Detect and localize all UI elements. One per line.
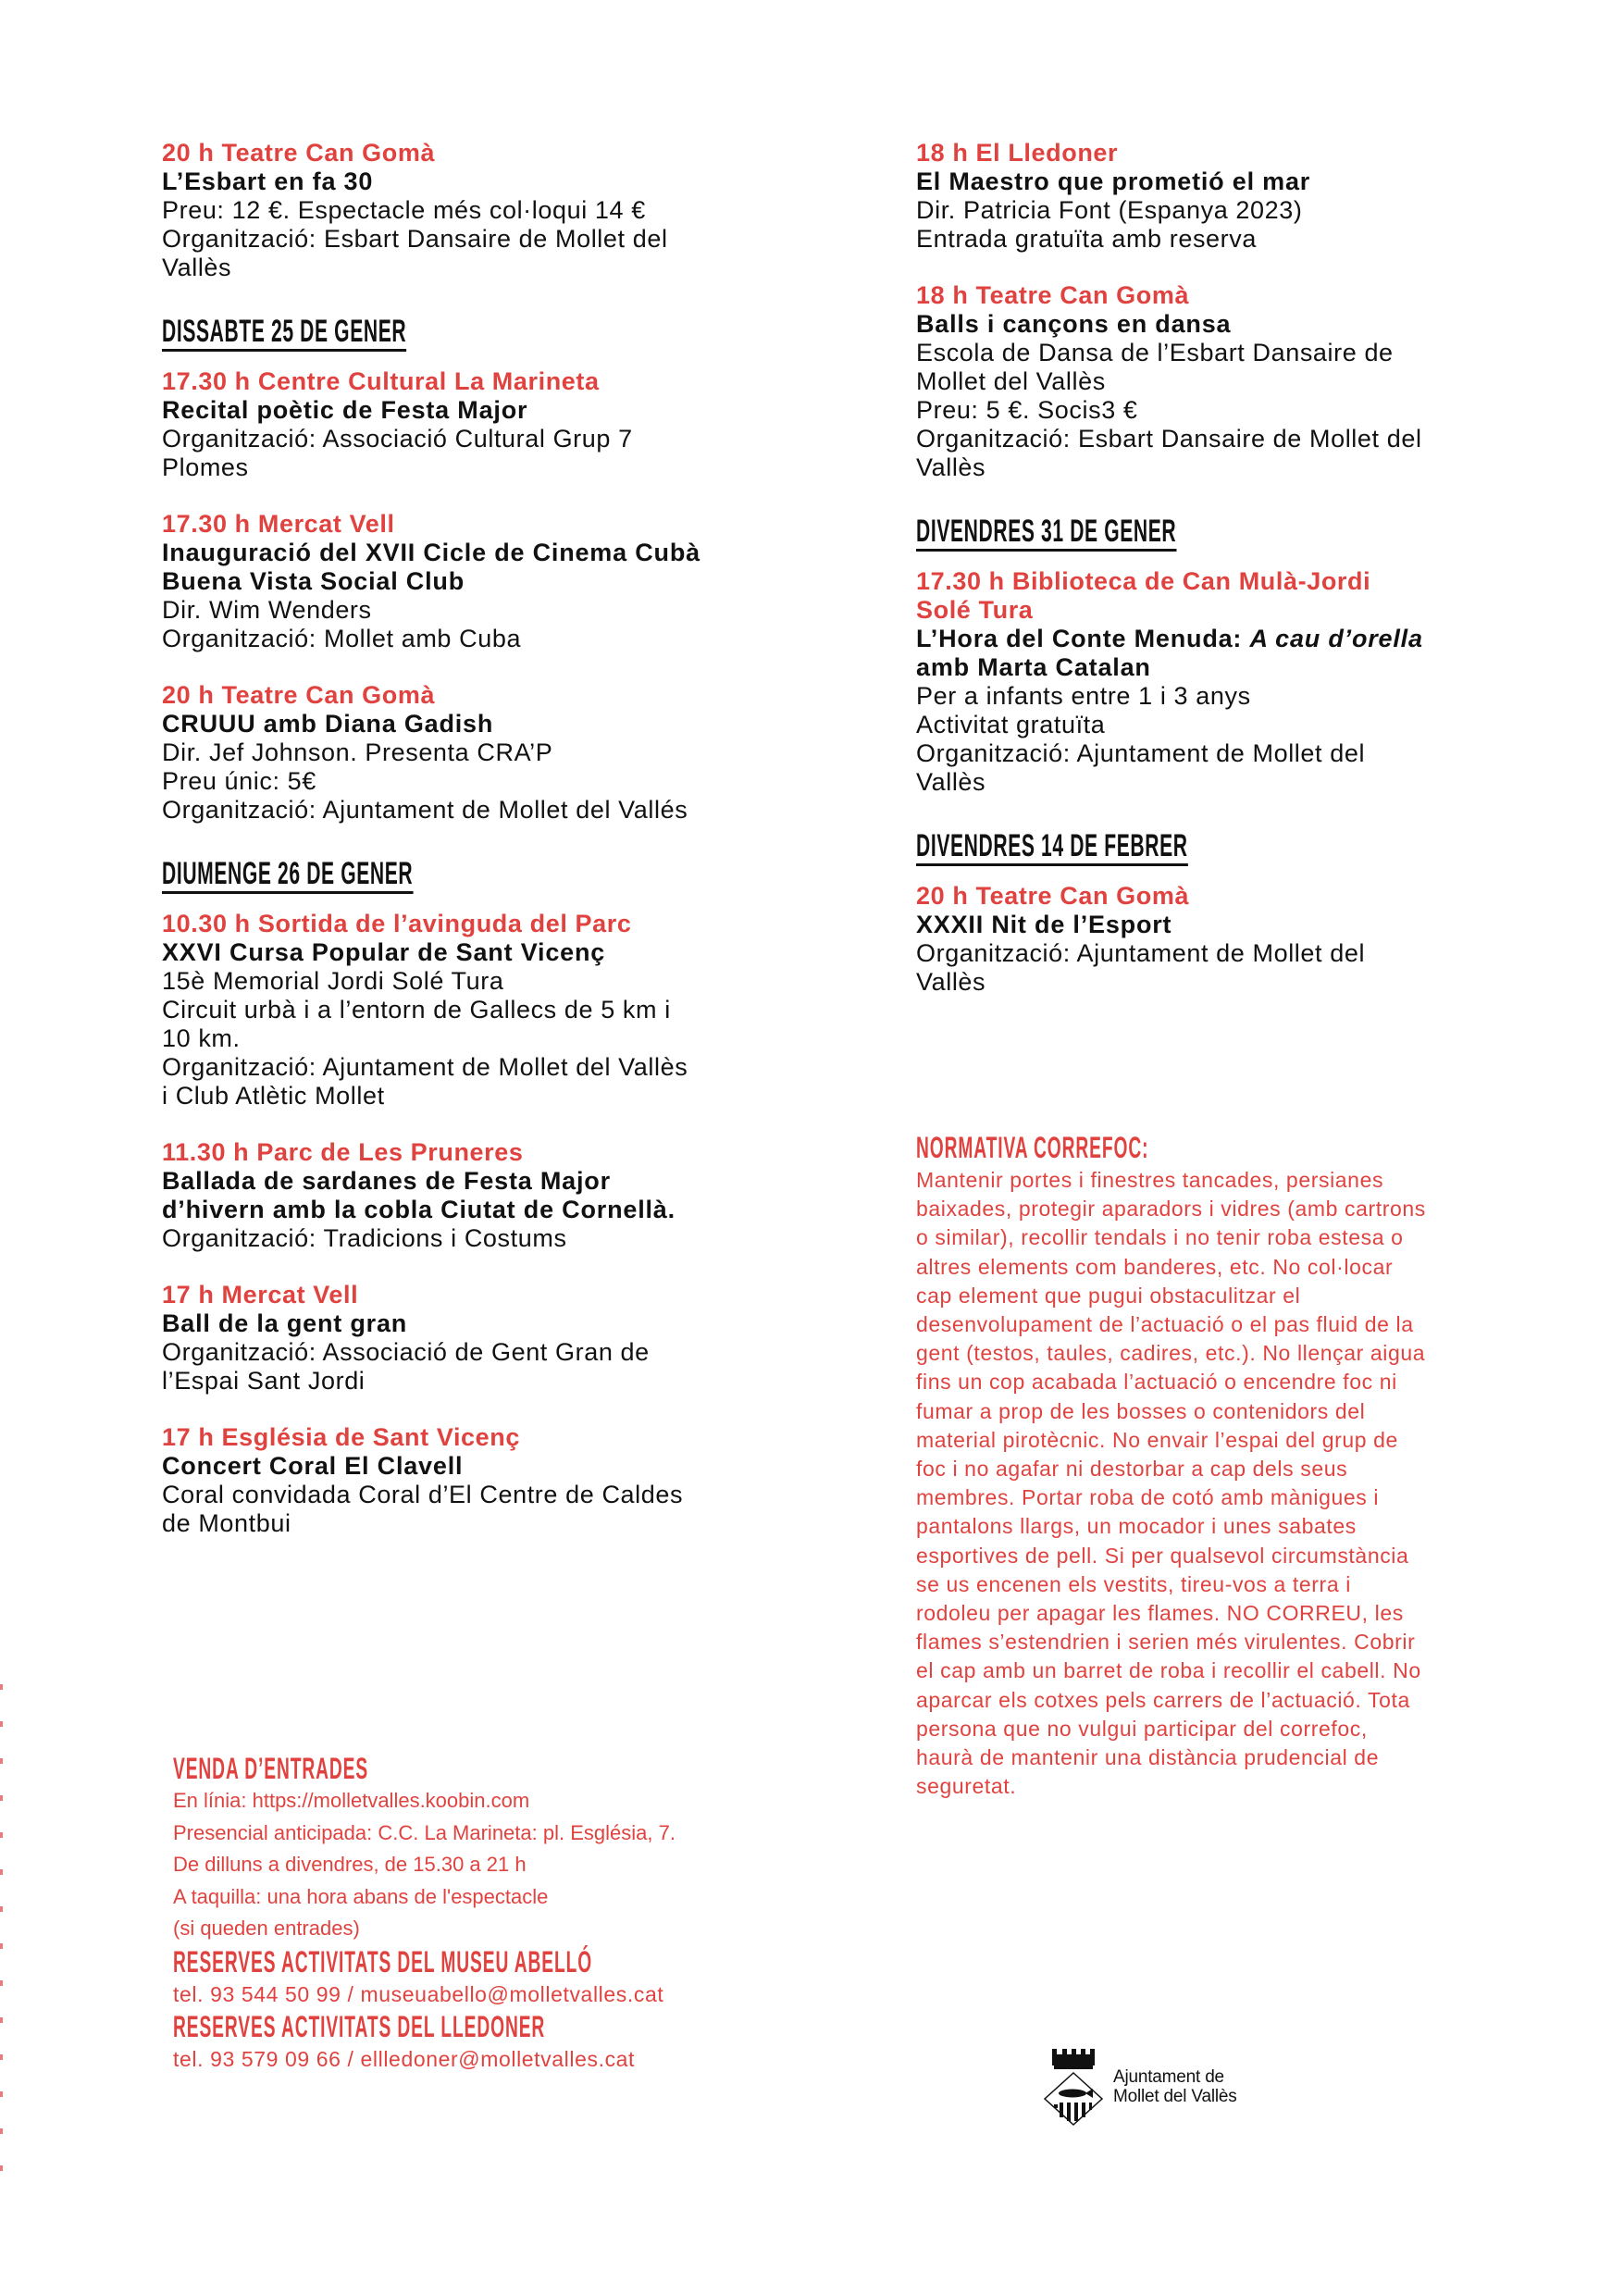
event-line: Vallès [916,768,986,796]
event-hora-conte [916,567,1518,797]
event-line: Mollet del Vallès [916,367,1106,395]
event-line: i Club Atlètic Mollet [162,1082,385,1110]
event-maestro [916,139,1518,254]
ajuntament-logo [1041,2045,1263,2128]
event-line: 15è Memorial Jordi Solé Tura [162,967,504,995]
event-line: de Montbui [162,1509,291,1537]
event-line: Escola de Dansa de l’Esbart Dansaire de [916,339,1394,366]
normativa-line: se us encenen els vestits, tireu-vos a terra i [916,1571,1351,1596]
event-line: Dir. Patricia Font (Espanya 2023) [916,196,1303,224]
edge-decoration [0,1684,3,2184]
event-title: XXVI Cursa Popular de Sant Vicenç [162,938,606,966]
normativa-heading: NORMATIVA CORREFOC: [916,1131,1149,1164]
normativa-line: fumar a prop de les bosses o contenidors del [916,1398,1366,1423]
normativa-line: rodoleu per apagar les flames. NO CORREU, les [916,1601,1404,1626]
event-line: Organització: Esbart Dansaire de Mollet del [162,225,668,253]
event-title: Buena Vista Social Club [162,567,465,595]
event-title: Concert Coral El Clavell [162,1452,464,1480]
event-title: CRUUU amb Diana Gadish [162,710,494,738]
left-column [162,139,791,1566]
normativa-line: cap element que pugui obstaculitzar el [916,1283,1301,1308]
normativa-body [916,1166,1508,1801]
event-venue: 17.30 h Biblioteca de Can Mulà-Jordi [916,567,1371,595]
event-line: Organització: Mollet amb Cuba [162,625,522,652]
tickets-line: A taquilla: una hora abans de l'espectacle [173,1884,549,1908]
normativa-line: gent (testos, taules, cadires, etc.). No llençar aigua [916,1341,1426,1366]
normativa-line: flames s’estendrien i serien més virulentes. Cobrir [916,1630,1416,1655]
event-venue: Solé Tura [916,596,1034,624]
event-line: Coral convidada Coral d’El Centre de Caldes [162,1481,684,1508]
museu-contact[interactable]: tel. 93 544 50 99 / museuabello@molletvalles.cat [173,1981,664,2006]
event-line: Organització: Ajuntament de Mollet del Vallès [162,1053,688,1081]
event-venue: 17 h Església de Sant Vicenç [162,1423,520,1451]
normativa-line: persona que no vulgui participar del correfoc, [916,1716,1368,1741]
event-venue: 17.30 h Mercat Vell [162,510,395,538]
event-line: Circuit urbà i a l’entorn de Gallecs de 5 km i [162,996,671,1023]
day-heading-dissabte-25: DISSABTE 25 DE GENER [162,314,406,352]
event-venue: 20 h Teatre Can Gomà [916,882,1190,910]
event-title-italic: A cau d’orella [1249,625,1423,652]
event-line: Preu: 5 €. Socis3 € [916,396,1138,424]
event-venue: 20 h Teatre Can Gomà [162,681,436,709]
normativa-line: el cap amb un barret de roba i recollir el cabell. No [916,1658,1421,1683]
event-line: Organització: Associació Cultural Grup 7 [162,425,633,453]
normativa-correfoc [916,1131,1508,1801]
event-line: Entrada gratuïta amb reserva [916,225,1257,253]
event-venue: 18 h El Lledoner [916,139,1119,167]
normativa-line: altres elements com banderes, etc. No col·locar [916,1254,1394,1279]
normativa-line: material pirotècnic. No envair l’espai del grup de [916,1427,1398,1452]
day-heading-divendres-14: DIVENDRES 14 DE FEBRER [916,828,1188,866]
event-nit-esport [916,882,1518,997]
event-title: Ballada de sardanes de Festa Major [162,1167,611,1195]
event-line: Vallès [916,968,986,996]
event-title: XXXII Nit de l’Esport [916,911,1172,938]
event-line: Per a infants entre 1 i 3 anys [916,682,1251,710]
normativa-line: membres. Portar roba de cotó amb mànigues i [916,1485,1380,1510]
event-balls-cancons [916,281,1518,482]
event-title-main: L’Hora del Conte Menuda: [916,625,1250,652]
event-line: Preu: 12 €. Espectacle més col·loqui 14 € [162,196,646,224]
event-line: Vallès [162,254,232,281]
day-heading-divendres-31: DIVENDRES 31 DE GENER [916,514,1176,552]
event-title: Balls i cançons en dansa [916,310,1232,338]
tickets-line: (si queden entrades) [173,1917,360,1940]
logo-line-2: Mollet del Vallès [1113,2087,1237,2106]
event-line: Organització: Ajuntament de Mollet del [916,739,1366,767]
coat-of-arms-icon [1041,2045,1106,2128]
event-line: Organització: Ajuntament de Mollet del [916,939,1366,967]
event-ball-gent-gran [162,1281,791,1396]
lledoner-reserves-heading: RESERVES ACTIVITATS DEL LLEDONER [173,2009,546,2043]
event-title: Recital poètic de Festa Major [162,396,528,424]
event-recital [162,367,791,482]
event-esbart-30 [162,139,791,282]
logo-text [1113,2067,1237,2106]
normativa-line: seguretat. [916,1774,1017,1799]
event-concert-coral [162,1423,791,1538]
normativa-line: foc i no agafar ni destorbar a cap dels seus [916,1457,1348,1482]
day-heading-diumenge-26: DIUMENGE 26 DE GENER [162,856,413,894]
event-cursa [162,910,791,1110]
event-line: Plomes [162,453,249,481]
event-title: d’hivern amb la cobla Ciutat de Cornellà. [162,1196,676,1223]
event-line: l’Espai Sant Jordi [162,1367,366,1395]
event-venue: 20 h Teatre Can Gomà [162,139,436,167]
tickets-online-link[interactable]: En línia: https://molletvalles.koobin.com [173,1789,530,1812]
event-title: El Maestro que prometió el mar [916,167,1311,195]
event-venue: 17.30 h Centre Cultural La Marineta [162,367,600,395]
event-cinema-cuba [162,510,791,653]
event-line: Organització: Tradicions i Costums [162,1224,567,1252]
event-cruuu [162,681,791,825]
event-venue: 11.30 h Parc de Les Pruneres [162,1138,524,1166]
event-title: Ball de la gent gran [162,1309,408,1337]
event-title [916,625,1518,653]
normativa-line: fins un cop acabada l’actuació o encendre foc ni [916,1370,1397,1395]
lledoner-contact[interactable]: tel. 93 579 09 66 / ellledoner@molletvalles.cat [173,2046,636,2071]
event-line: Organització: Associació de Gent Gran de [162,1338,650,1366]
normativa-line: baixades, protegir aparadors i vidres (amb cartrons [916,1197,1426,1222]
tickets-heading: VENDA D’ENTRADES [173,1752,369,1785]
event-title: Inauguració del XVII Cicle de Cinema Cubà [162,539,700,566]
normativa-line: esportives de pell. Si per qualsevol circumstància [916,1543,1409,1568]
event-line: Organització: Ajuntament de Mollet del Vallés [162,796,688,824]
ticket-info [173,1752,784,2075]
normativa-line: haurà de mantenir una distància prudencial de [916,1745,1380,1770]
event-sardanes [162,1138,791,1253]
right-column [916,139,1518,1024]
tickets-line: Presencial anticipada: C.C. La Marineta: pl. Església, 7. [173,1820,676,1844]
normativa-line: pantalons llargs, un mocador i unes sabates [916,1514,1357,1539]
event-line: Vallès [916,453,986,481]
event-venue: 10.30 h Sortida de l’avinguda del Parc [162,910,632,937]
event-line: Dir. Wim Wenders [162,596,372,624]
event-venue: 17 h Mercat Vell [162,1281,359,1309]
normativa-line: desenvolupament de l’actuació o el pas fluid de la [916,1312,1414,1337]
logo-line-1: Ajuntament de [1113,2067,1224,2087]
normativa-line: aparcar els cotxes pels carrers de l’actuació. Tota [916,1687,1410,1712]
event-title: amb Marta Catalan [916,653,1151,681]
event-line: Dir. Jef Johnson. Presenta CRA’P [162,738,553,766]
event-line: 10 km. [162,1024,241,1052]
museu-reserves-heading: RESERVES ACTIVITATS DEL MUSEU ABELLÓ [173,1944,593,1979]
normativa-line: Mantenir portes i finestres tancades, persianes [916,1168,1384,1192]
event-title: L’Esbart en fa 30 [162,167,374,195]
event-venue: 18 h Teatre Can Gomà [916,281,1190,309]
event-line: Preu únic: 5€ [162,767,316,795]
event-line: Activitat gratuïta [916,711,1106,738]
tickets-line: De dilluns a divendres, de 15.30 a 21 h [173,1853,527,1876]
event-line: Organització: Esbart Dansaire de Mollet del [916,425,1422,453]
normativa-line: o similar), recollir tendals i no tenir roba estesa o [916,1225,1404,1250]
